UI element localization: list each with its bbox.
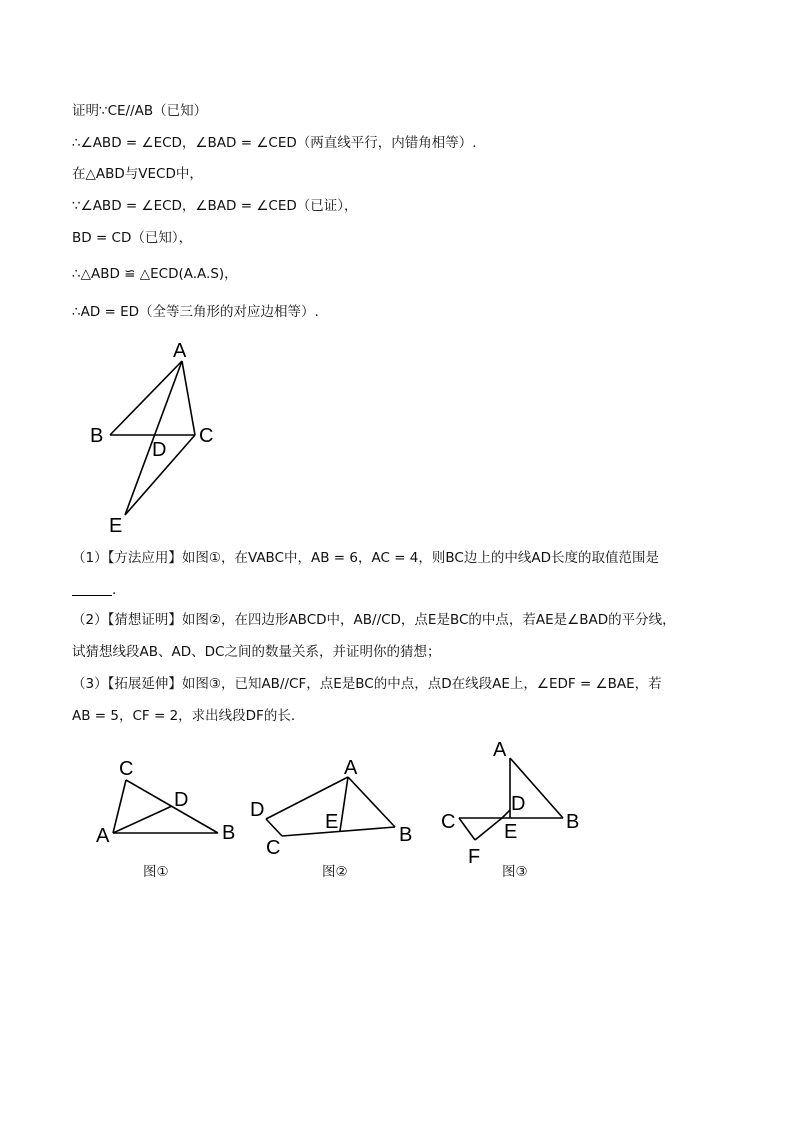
fig3-label-d: D — [511, 793, 526, 815]
fig3-label-b: B — [566, 811, 580, 833]
fig-main-label-b: B — [90, 425, 104, 447]
fig2-label-c: C — [266, 837, 281, 859]
fig-main-label-a: A — [173, 340, 187, 362]
question-2-line-1: （2）【猜想证明】如图②，在四边形ABCD中，AB//CD，点E是BC的中点，若AE是∠BAD的平分线， — [72, 612, 676, 628]
fig1-label-d: D — [174, 789, 189, 811]
fig1-caption: 图① — [143, 864, 169, 880]
fig2-label-e: E — [325, 811, 339, 833]
fig-main-label-e: E — [109, 515, 123, 537]
question-3-line-1: （3）【拓展延伸】如图③，已知AB//CF，点E是BC的中点，点D在线段AE上，∠EDF = ∠BAE，若 — [72, 676, 662, 692]
proof-line-2: ∴∠ABD = ∠ECD，∠BAD = ∠CED（两直线平行，内错角相等）. — [72, 135, 477, 151]
fig2-label-b: B — [399, 824, 413, 846]
fig2-label-a: A — [344, 757, 358, 779]
fig3-label-a: A — [493, 739, 507, 761]
proof-line-4: ∵∠ABD = ∠ECD，∠BAD = ∠CED（已证）， — [72, 198, 358, 214]
question-1: （1）【方法应用】如图①，在VABC中，AB = 6，AC = 4，则BC边上的中线AD长度的取值范围是 — [72, 550, 659, 566]
fig-main-label-c: C — [199, 425, 214, 447]
fig-main-label-d: D — [152, 439, 167, 461]
proof-line-5: BD = CD（已知）， — [72, 230, 193, 246]
fig2-label-d: D — [250, 799, 265, 821]
question-3-line-2: AB = 5，CF = 2，求出线段DF的长. — [72, 708, 296, 724]
fig2-caption: 图② — [322, 864, 348, 880]
fig1-label-a: A — [96, 825, 110, 847]
proof-line-6: ∴△ABD ≌ △ECD(A.A.S)， — [72, 266, 238, 282]
fig1-label-b: B — [222, 822, 236, 844]
proof-line-7: ∴AD = ED（全等三角形的对应边相等）. — [72, 304, 319, 320]
question-2-line-2: 试猜想线段AB、AD、DC之间的数量关系，并证明你的猜想； — [72, 644, 441, 660]
proof-line-3: 在△ABD与VECD中， — [72, 166, 203, 182]
question-1-end: . — [112, 582, 117, 598]
fig3-label-e: E — [504, 821, 518, 843]
fig1-label-c: C — [119, 758, 134, 780]
fig3-label-c: C — [441, 811, 456, 833]
fig3-label-f: F — [468, 846, 481, 868]
proof-line-1: 证明∵CE//AB（已知） — [72, 103, 208, 119]
fig3-caption: 图③ — [502, 864, 528, 880]
